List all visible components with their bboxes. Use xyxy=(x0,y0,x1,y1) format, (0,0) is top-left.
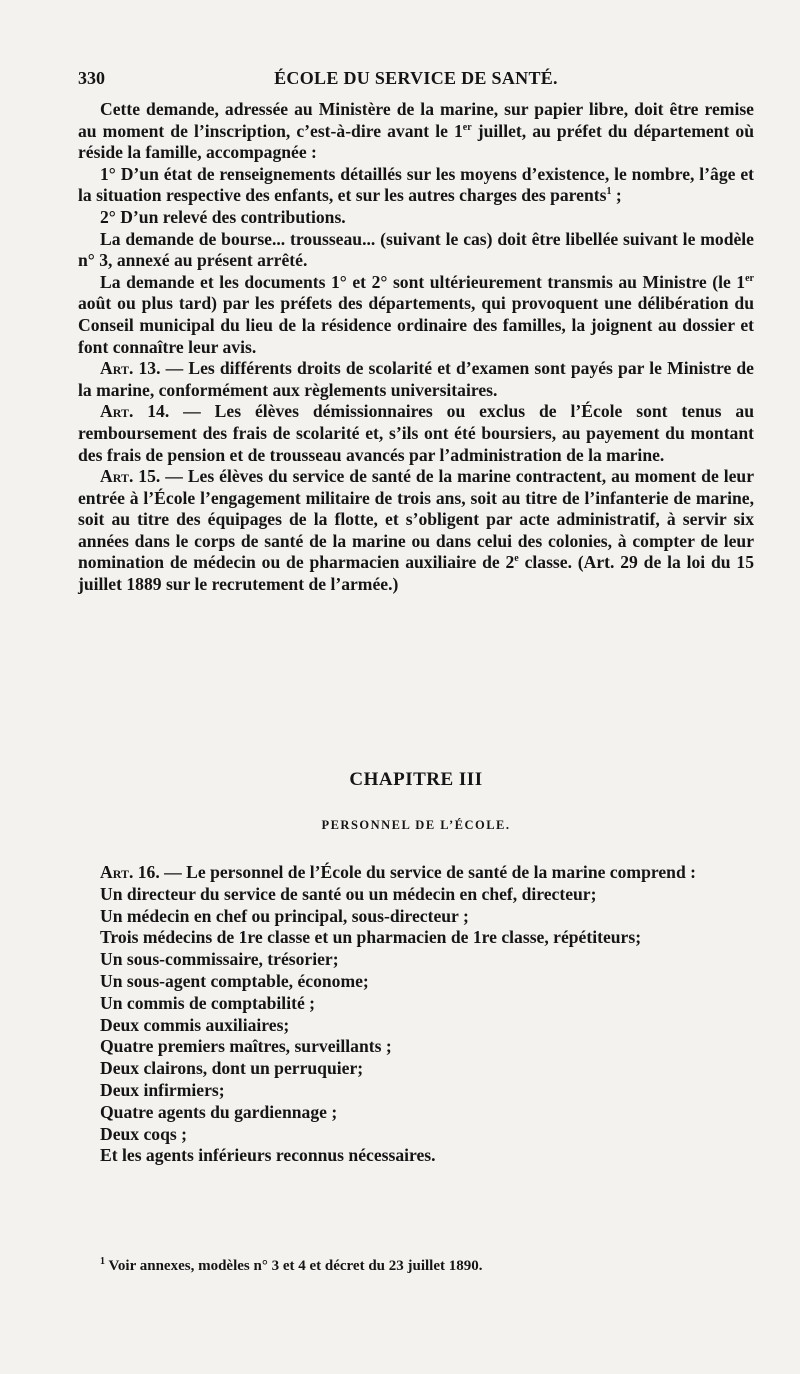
list-item: Un directeur du service de santé ou un médecin en chef, directeur; xyxy=(100,883,597,904)
list-item: Deux commis auxiliaires; xyxy=(100,1014,290,1035)
article-16 xyxy=(78,862,754,1167)
running-head xyxy=(78,68,754,92)
body-text xyxy=(78,99,754,596)
list-item: Un commis de comptabilité ; xyxy=(100,992,316,1013)
article-label: Art. 13. xyxy=(100,358,161,379)
article-16-intro: Art. 16. — Le personnel de l’École du service de santé de la marine comprend : xyxy=(100,862,696,882)
list-item: Quatre agents du gardiennage ; xyxy=(100,1101,338,1122)
list-item: Quatre premiers maîtres, surveillants ; xyxy=(100,1036,392,1057)
list-item: Deux coqs ; xyxy=(100,1123,187,1144)
section-title: PERSONNEL DE L’ÉCOLE. xyxy=(321,818,511,832)
article-label: Art. 15. xyxy=(100,466,161,487)
footnote-marker: 1 xyxy=(100,1256,105,1267)
list-item: Trois médecins de 1re classe et un pharmacien de 1re classe, répétiteurs; xyxy=(100,927,642,948)
article-14: Art. 14. — Les élèves démissionnaires ou exclus de l’École sont tenus au remboursement des frais de scolarité et, s’ils ont été boursiers, au payement du montant des frais de pension et de trousseau avancés par l’administration de la marine. xyxy=(78,401,754,465)
paragraph-request: Cette demande, adressée au Ministère de la marine, sur papier libre, doit être remise au moment de l’inscription, c’est-à-dire avant le 1er juillet, au préfet du département où réside la famille, accompagnée : xyxy=(78,99,754,163)
page-number: 330 xyxy=(78,68,105,88)
paragraph-transmission: La demande et les documents 1° et 2° sont ultérieurement transmis au Ministre (le 1er août ou plus tard) par les préfets des départements, qui provoquent une délibération du Conseil municipal du lieu de la résidence ordinaire des familles, la joignent au dossier et font connaître leur avis. xyxy=(78,271,754,357)
list-item: Deux infirmiers; xyxy=(100,1079,225,1100)
paragraph-item-1: 1° D’un état de renseignements détaillés sur les moyens d’existence, le nombre, l’âge et la situation respective des enfants, et sur les autres charges des parents$^1$ ; xyxy=(78,163,754,206)
article-15: Art. 15. — Les élèves du service de santé de la marine contractent, au moment de leur entrée à l’École l’engagement militaire de trois ans, soit au titre de l’infanterie de marine, soit au titre des équipages de la flotte, et s’obligent par acte administratif, à servir six années dans le corps de santé de la marine ou dans celui des colonies, à compter de leur nomination de médecin ou de pharmacien auxiliaire de 2e classe. (Art. 29 de la loi du 15 juillet 1889 sur le recrutement de l’armée.) xyxy=(78,466,755,595)
footnote: $^1$ Voir annexes, modèles n° 3 et 4 et décret du 23 juillet 1890. xyxy=(100,1256,483,1274)
footnote-ref: 1 xyxy=(606,186,612,198)
page-title: ÉCOLE DU SERVICE DE SANTÉ. xyxy=(274,68,558,88)
staff-list xyxy=(78,884,754,1167)
chapter-title: CHAPITRE III xyxy=(349,769,483,790)
article-13: Art. 13. — Les différents droits de scolarité et d’examen sont payés par le Ministre de la marine, conformément aux règlements universitaires. xyxy=(78,358,754,400)
list-item: Un sous-commissaire, trésorier; xyxy=(100,949,339,970)
paragraph-item-2: 2° D’un relevé des contributions. xyxy=(100,206,346,227)
article-label: Art. 16. xyxy=(100,862,160,882)
article-label: Art. 14. xyxy=(100,401,170,422)
list-item: Deux clairons, dont un perruquier; xyxy=(100,1058,364,1079)
list-item: Et les agents inférieurs reconnus nécessaires. xyxy=(100,1145,436,1166)
list-item: Un sous-agent comptable, économe; xyxy=(100,970,369,991)
list-item: Un médecin en chef ou principal, sous-directeur ; xyxy=(100,905,469,926)
paragraph-bourse: La demande de bourse... trousseau... (suivant le cas) doit être libellée suivant le modèle n° 3, annexé au présent arrêté. xyxy=(78,228,754,271)
